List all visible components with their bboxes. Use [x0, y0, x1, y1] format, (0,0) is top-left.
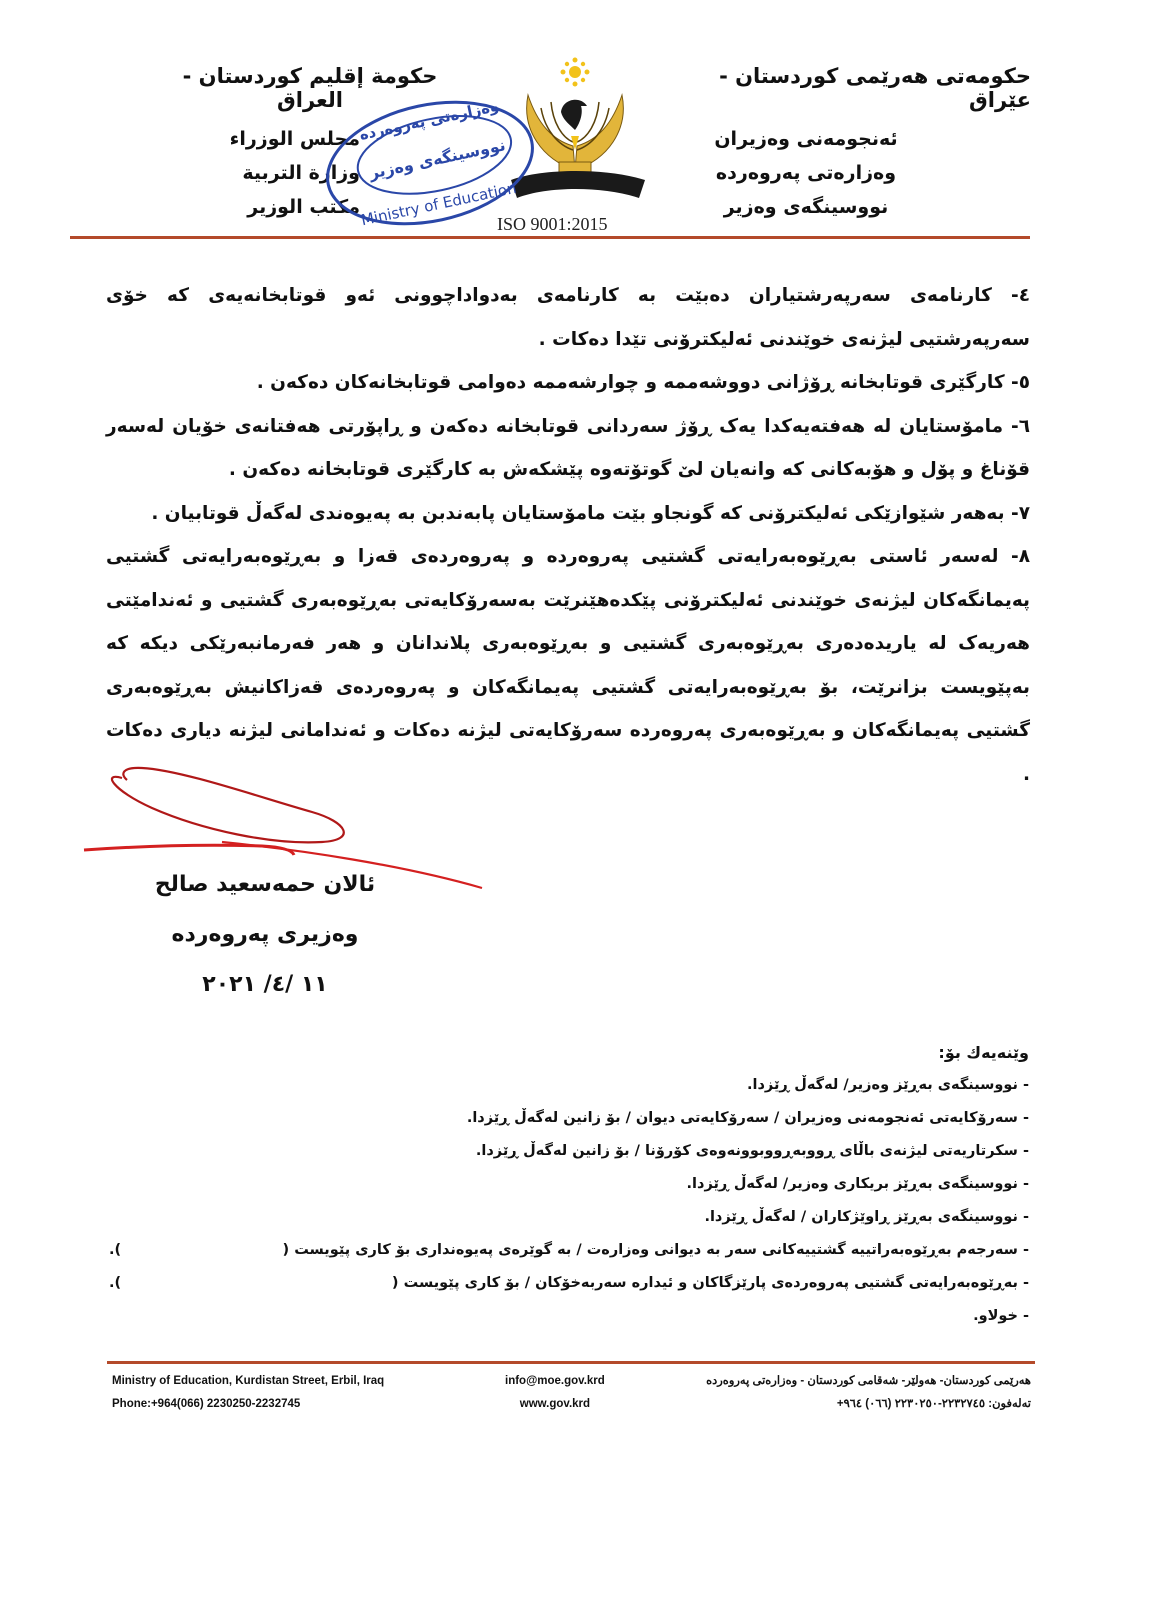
header-kurdish [651, 64, 1031, 224]
header-kurdish-line4: نووسینگەی وەزیر [723, 196, 889, 218]
cc-item: - نووسینگەی بەڕێز وەزیر/ لەگەڵ ڕێزدا. [747, 1077, 1029, 1093]
footer-divider [107, 1361, 1035, 1364]
stamp-bottom-text: Ministry of Education [359, 178, 518, 230]
cc-heading: وێنەیەك بۆ: [938, 1043, 1029, 1062]
header-arabic-line3: وزارة التربية [242, 162, 360, 184]
header-kurdish-line3: وەزارەتی پەروەردە [715, 162, 897, 184]
paragraph-4: ٤- کارنامەی سەرپەرشتیاران دەبێت بە کارنامەی بەدواداچوونی ئەو قوتابخانەیەی کە خۆی سەرپەرشتیی لیژنەی خوێندنی ئەلیکترۆنی تێدا دەکات . [106, 285, 1030, 350]
header-arabic-line1: حكومة إقليم كوردستان - العراق [182, 64, 438, 112]
paragraph-8: ٨- لەسەر ئاستی بەڕێوەبەرایەتی گشتیی پەروەردە و پەروەردەی قەزا و بەڕێوەبەرایەتی گشتیی پەیمانگەکان لیژنەی خوێندنی ئەلیکترۆنی پێکدەهێنرێت بەسەرۆکایەتی بەڕێوەبەری گشتیی و ئەندامێتی هەریەک لە یاریدەدەری بەڕێوەبەری گشتیی و بەڕێوەبەری پلاندانان و هەر فەرمانبەرێکی دیکە کە بەپێویست بزانرێت، بۆ بەڕێوەبەرایەتی گشتیی پەیمانگەکان و پەروەردەی قەزاکانیش بەڕێوەبەری گشتیی پەیمانگەکان و بەڕێوەبەری پەروەردە سەرۆکایەتی لیژنە دەکات و ئەندامانی لیژنە دیاری دەکات . [106, 546, 1030, 785]
ministry-stamp [318, 88, 543, 238]
signature-block [130, 860, 400, 1010]
footer-address-ku: هەرێمی کوردستان- هەولێر- شەقامی کوردستان - وەزارەتی پەروەردە [706, 1375, 1031, 1387]
cc-item: - خولاو. [973, 1308, 1029, 1324]
cc-item: - نووسینگەی بەڕێز بریکاری وەزیر/ لەگەڵ ڕێزدا. [686, 1176, 1029, 1192]
paragraph-6: ٦- مامۆستایان لە هەفتەیەکدا یەک ڕۆژ سەردانی قوتابخانە دەکەن و ڕاپۆرتی هەفتانەی خۆیان لەسەر قۆناغ و پۆل و هۆبەکانی کە وانەیان لێ گوتۆتەوە پێشکەش بە کارگێری قوتابخانە دەکەن . [106, 415, 1030, 480]
paragraph-7: ٧- بەهەر شێوازێکی ئەلیکترۆنی کە گونجاو بێت مامۆستایان پابەندبن بە پەیوەندی لەگەڵ قوتابیان . [151, 502, 1030, 524]
header-arabic-line4: مكتب الوزير [247, 196, 360, 218]
iso-certification: ISO 9001:2015 [497, 214, 608, 234]
letter-date: ١١ /٤/ ٢٠٢١ [202, 972, 328, 997]
cc-item: - سکرتاریەتی لیژنەی باڵای ڕووبەڕووبوونەوەی کۆرۆنا / بۆ زانین لەگەڵ ڕێزدا. [475, 1143, 1029, 1159]
signatory-title: وەزیری پەروەردە [171, 922, 359, 947]
footer-address-en: Ministry of Education, Kurdistan Street, Erbil, Iraq [112, 1375, 385, 1387]
cc-item: - نووسینگەی بەڕێز ڕاوێژکاران / لەگەڵ ڕێزدا. [704, 1209, 1029, 1225]
header-kurdish-line2: ئەنجومەنی وەزیران [714, 128, 898, 150]
footer-email[interactable]: info@moe.gov.krd [505, 1375, 605, 1387]
footer-phone-en: Phone:+964(066) 2230250-2232745 [112, 1398, 301, 1410]
footer-website[interactable]: www.gov.krd [519, 1398, 591, 1410]
paragraph-5: ٥- کارگێری قوتابخانە ڕۆژانی دووشەممە و چوارشەممە دەوامی قوتابخانەکان دەکەن . [256, 372, 1030, 393]
footer-english [112, 1370, 384, 1416]
footer-contact [505, 1370, 605, 1416]
signatory-name: ئالان حمەسعید صالح [154, 872, 376, 897]
footer-phone-ku: تەلەفون: ٢٢٣٢٧٤٥-٢٢٣٠٢٥٠ (٠٦٦) ٩٦٤+ [836, 1398, 1031, 1410]
header-arabic-line2: مجلس الوزراء [229, 128, 360, 150]
stamp-top-text: وەزارەتی پەروەردە [357, 96, 501, 144]
cc-item: - سەرۆکایەتی ئەنجومەنی وەزیران / سەرۆکایەتی دیوان / بۆ زانین لەگەڵ ڕێزدا. [466, 1110, 1029, 1126]
cc-item: - سەرجەم بەڕێوەبەراتییە گشتییەکانی سەر بە دیوانی وەزارەت / بە گوێرەی پەیوەنداری بۆ کاری پێویست ( ). [109, 1242, 1029, 1258]
header-divider [70, 236, 1030, 239]
header-kurdish-line1: حکومەتی هەرێمی کوردستان - عێراق [719, 64, 1031, 112]
stamp-center-text: نووسینگەی وەزیر [367, 135, 508, 183]
footer-kurdish [706, 1370, 1031, 1416]
letter-body [106, 274, 1030, 796]
cc-list [109, 1036, 1029, 1333]
cc-item: - بەڕێوەبەرایەتی گشتیی پەروەردەی پارێزگاکان و ئیدارە سەربەخۆکان / بۆ کاری پێویست ( ). [109, 1275, 1029, 1291]
